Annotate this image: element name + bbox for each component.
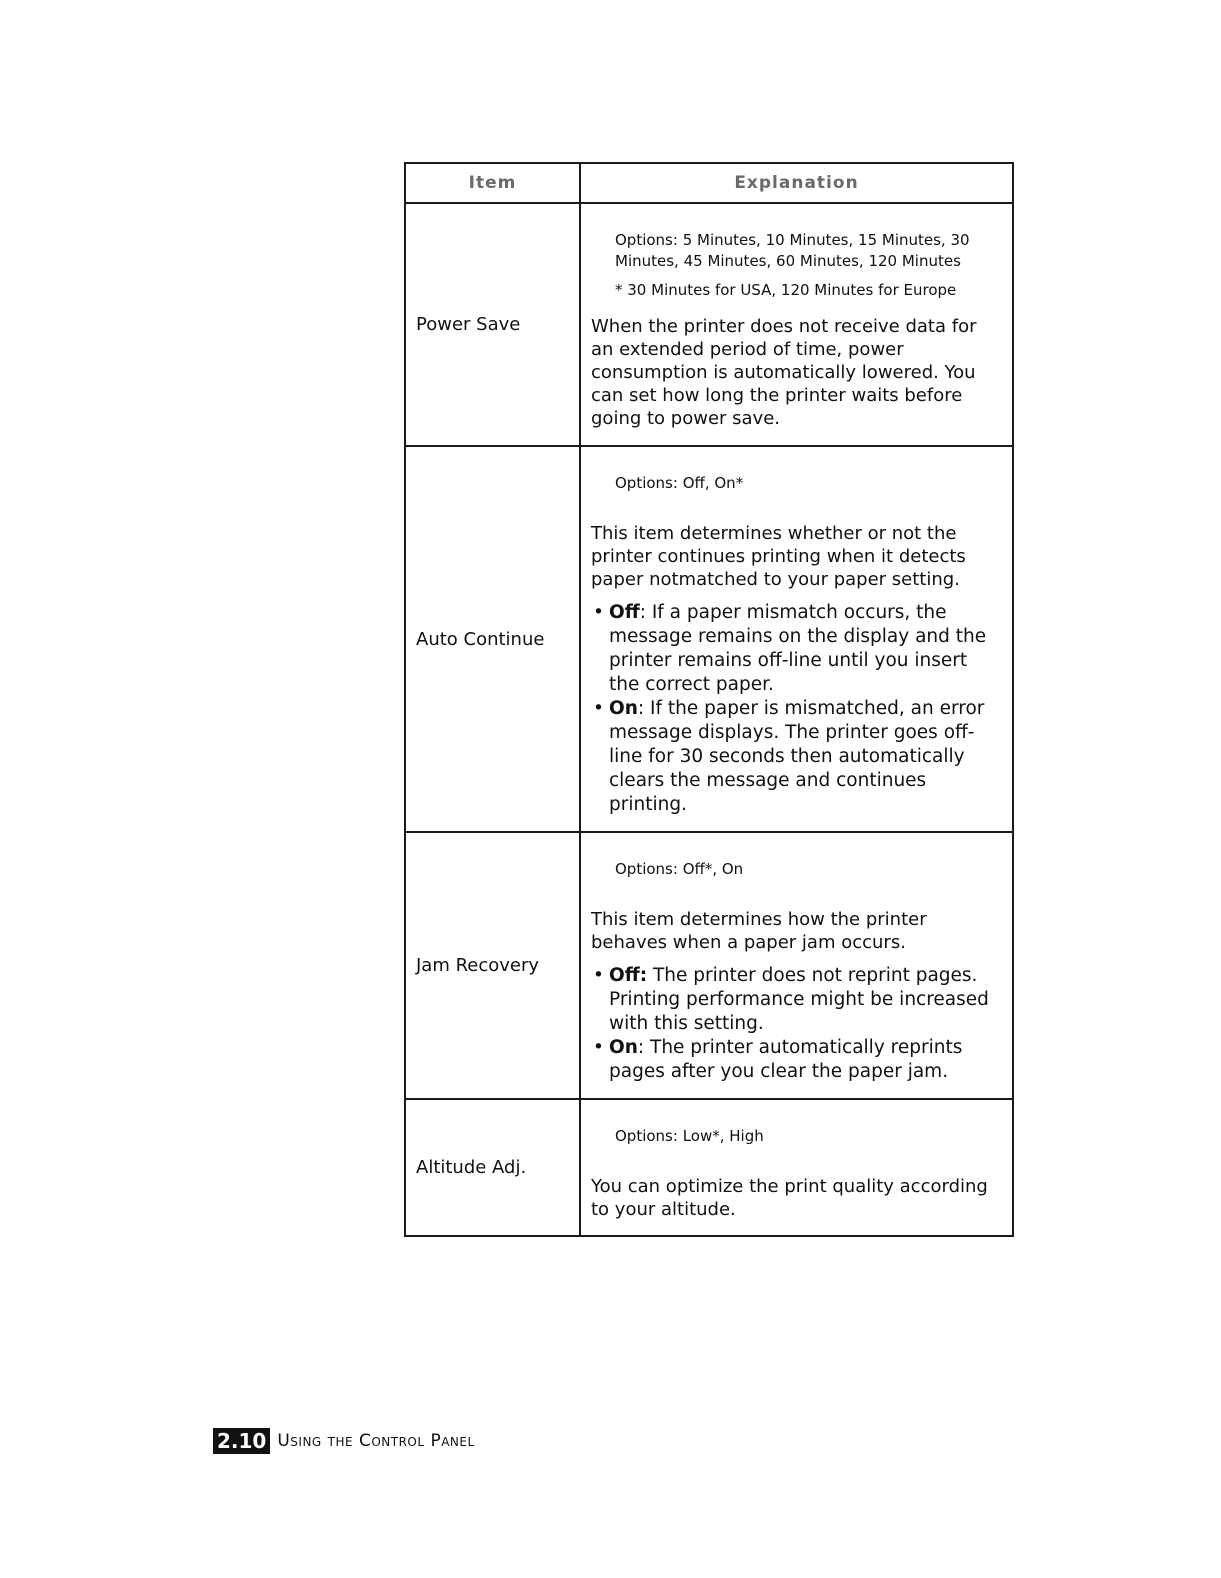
bullet-item: • Off: If a paper mismatch occurs, the message remains on the display and the printer remains off-line until you insert the correct paper.: [593, 602, 987, 695]
item-name: Jam Recovery: [405, 832, 580, 1099]
options-text: Options: Low*, High: [615, 1127, 764, 1145]
table-header-row: [405, 163, 1013, 203]
bullet-label: On: [609, 698, 638, 719]
bullet-list: [591, 964, 998, 1084]
table-row: [405, 1099, 1013, 1236]
options-text: Options: Off, On*: [615, 474, 744, 492]
header-explanation: Explanation: [580, 163, 1013, 203]
description-text: This item determines how the printer behaves when a paper jam occurs.: [591, 909, 927, 953]
table-row: [405, 203, 1013, 446]
description-text: When the printer does not receive data for an extended period of time, power consumption is automatically lowered. You can set how long the printer waits before going to power save.: [591, 316, 977, 429]
description-text: You can optimize the print quality according to your altitude.: [591, 1176, 988, 1220]
explanation-cell: [580, 1099, 1013, 1236]
bullet-label: Off: [609, 602, 640, 623]
page-number: 2.10: [213, 1428, 270, 1454]
explanation-cell: [580, 832, 1013, 1099]
item-name: Altitude Adj.: [405, 1099, 580, 1236]
options-text: Options: 5 Minutes, 10 Minutes, 15 Minutes, 30 Minutes, 45 Minutes, 60 Minutes, 120 Minutes: [615, 231, 970, 270]
options-note: * 30 Minutes for USA, 120 Minutes for Europe: [615, 281, 957, 299]
explanation-cell: [580, 203, 1013, 446]
bullet-text: The printer does not reprint pages. Printing performance might be increased with this setting.: [609, 965, 989, 1034]
bullet-text: : If the paper is mismatched, an error message displays. The printer goes off-line for 30 seconds then automatically clears the message and continues printing.: [609, 698, 985, 815]
bullet-text: : The printer automatically reprints pages after you clear the paper jam.: [609, 1037, 963, 1082]
table-row: [405, 832, 1013, 1099]
item-name: Auto Continue: [405, 446, 580, 832]
settings-table: [404, 162, 1014, 1237]
bullet-item: • Off: The printer does not reprint pages. Printing performance might be increased with this setting.: [593, 965, 989, 1034]
bullet-item: • On: If the paper is mismatched, an error message displays. The printer goes off-line for 30 seconds then automatically clears the message and continues printing.: [593, 698, 985, 815]
section-title: Using the Control Panel: [277, 1431, 475, 1451]
table-row: [405, 446, 1013, 832]
options-text: Options: Off*, On: [615, 860, 744, 878]
bullet-list: [591, 601, 998, 817]
bullet-item: • On: The printer automatically reprints pages after you clear the paper jam.: [593, 1037, 963, 1082]
bullet-text: : If a paper mismatch occurs, the message remains on the display and the printer remains off-line until you insert the correct paper.: [609, 602, 987, 695]
header-item: Item: [405, 163, 580, 203]
explanation-cell: [580, 446, 1013, 832]
bullet-label: Off:: [609, 965, 648, 986]
description-text: This item determines whether or not the printer continues printing when it detects paper notmatched to your paper setting.: [591, 523, 966, 590]
item-name: Power Save: [405, 203, 580, 446]
page-footer: [213, 1428, 475, 1454]
bullet-label: On: [609, 1037, 638, 1058]
